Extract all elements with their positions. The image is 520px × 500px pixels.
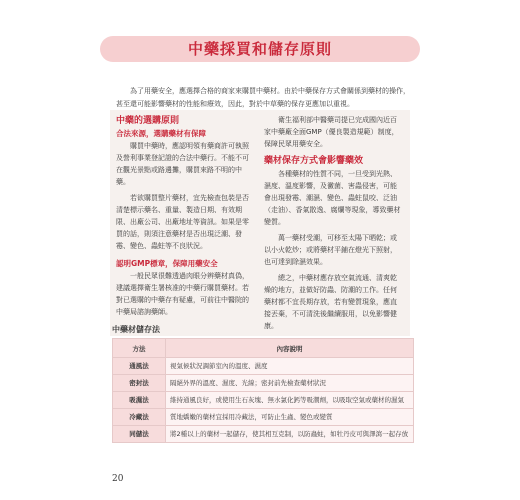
method-name: 冷藏法 — [113, 409, 166, 426]
table-title: 中藥材儲存法 — [112, 325, 160, 334]
table-row — [113, 426, 414, 443]
page-title: 中藥採買和儲存原則 — [187, 40, 332, 58]
paragraph: 若欲購買整片藥材，宜先檢查包裝是否清楚標示藥名、重量、製造日期、有效期限、出廠公司、出廠地址等資訊。如果是零買的話，則須注意藥材是否出現泛潮、發霉、變色、蟲蛀等不良狀況。 — [116, 194, 249, 250]
storage-methods-table — [112, 338, 414, 443]
method-name: 吸濕法 — [113, 392, 166, 409]
table-header-description: 內容說明 — [166, 339, 414, 358]
table-row — [113, 409, 414, 426]
method-name: 通風法 — [113, 358, 166, 375]
subheading-gmp: 認明GMP標章，保障用藥安全 — [116, 259, 218, 268]
subheading-legal-source: 合法來源，選購藥材有保障 — [116, 129, 206, 138]
table-row — [113, 392, 414, 409]
section-heading-storage: 藥材保存方式會影響藥效 — [264, 156, 364, 166]
paragraph: 一般民眾很難透過肉眼分辨藥材真偽，建議選擇衛生署核准的中藥行購買藥材。若對已選購的中藥存有疑慮，可前往中醫院的中藥局諮詢藥師。 — [116, 272, 249, 316]
method-description: 質地嬌嫩的藥材宜採用冷藏法，可防止生蟲、變色或變質 — [166, 409, 414, 426]
right-column — [264, 114, 402, 332]
title-banner — [100, 36, 420, 62]
page-number: 20 — [112, 474, 124, 484]
table-row — [113, 375, 414, 392]
method-description: 維持通風良好，或使用生石灰塊、無水氯化鈣等吸潮劑，以吸取空氣或藥材的濕氣 — [166, 392, 414, 409]
method-description: 將2種以上的藥材一起儲存，使其相互克制，以防蟲蛀，如牡丹皮可與澤瀉一起存放 — [166, 426, 414, 443]
paragraph: 總之，中藥材應存放空氣流通、清爽乾燥的地方，並做好防蟲、防潮的工作。任何藥材都不宜長期存放，若有變質現象，應直接丟棄，不可清洗後繼續服用，以免影響健康。 — [264, 274, 397, 330]
paragraph: 各種藥材的性質不同，一旦受到光熱、濕度、溫度影響，及黴菌、害蟲侵害，可能會出現發霉、潮濕、變色、蟲蛀鼠咬、泛油（走油）、香氣散逸、腐爛等現象，導致藥材變質。 — [264, 170, 401, 226]
left-column — [116, 114, 254, 318]
paragraph: 購買中藥時，應認明領有藥商許可執照及營利事業登記證的合法中藥行。不能不可在觀光景點或路邊攤，購買來路不明的中藥。 — [116, 142, 249, 186]
method-name: 密封法 — [113, 375, 166, 392]
method-description: 視氣候狀況調節室內的溫度、濕度 — [166, 358, 414, 375]
table-header-method: 方法 — [113, 339, 166, 358]
table-header-row — [113, 339, 414, 358]
table-row — [113, 358, 414, 375]
intro-paragraph: 為了用藥安全，應選擇合格的商家來購買中藥材。由於中藥保存方式會關係到藥材的操作，甚至還可能影響藥材的性能和療效，因此，對於中草藥的保存更應加以重視。 — [116, 87, 410, 108]
method-name: 同儲法 — [113, 426, 166, 443]
paragraph: 萬一藥材受潮，可移至太陽下晒乾；或以小火乾炒；或將藥材平鋪在燈光下照射，也可達到除濕效果。 — [264, 234, 397, 266]
paragraph: 衛生福利部中醫藥司提已完成國內近百家中藥廠全面GMP（優良製造規範）制度，保障民眾用藥安全。 — [264, 116, 399, 148]
method-description: 隔絕外界的溫度、濕度、光線；密封前先檢查藥材狀況 — [166, 375, 414, 392]
section-heading-selection: 中藥的選購原則 — [116, 116, 180, 126]
